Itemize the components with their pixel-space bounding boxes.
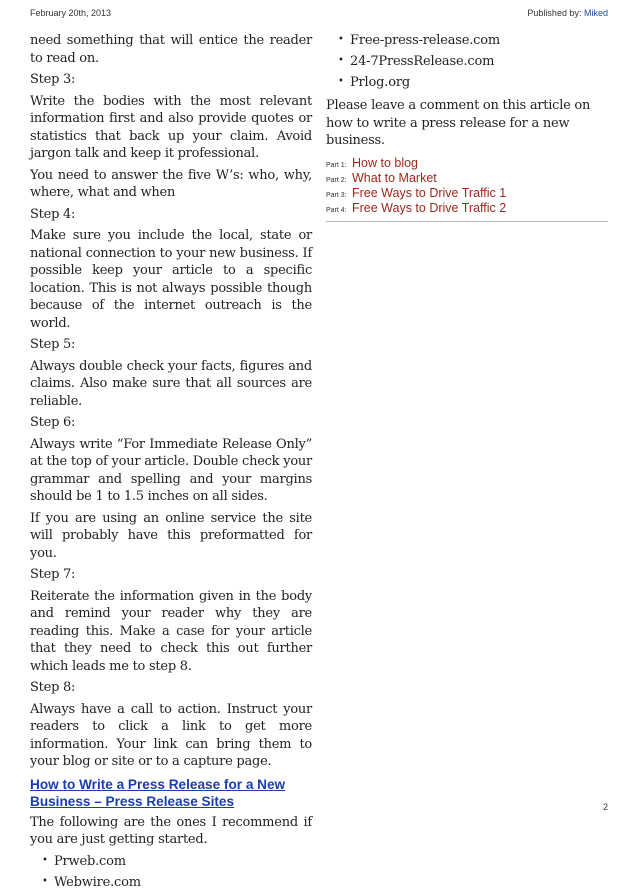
series-part (326, 201, 608, 216)
step-4-label: Step 4: (30, 206, 76, 222)
step-3-paragraph-1: Write the bodies with the most relevant information first and also provide quotes or statistics that back up your claim. Avoid jargon talk and keep it professional. (30, 93, 312, 161)
step-5-paragraph: Always double check your facts, figures and claims. Also make sure that all sources are reliable. (30, 358, 312, 409)
part-label: Part 4: (326, 206, 347, 214)
step-4-paragraph: Make sure you include the local, state or national connection to your new business. If possible keep your article to a specific location. This is not always possible though because of the internet outreach is the world. (30, 228, 312, 331)
series-part (326, 186, 608, 201)
part-label: Part 2: (326, 176, 347, 184)
page-number: 2 (602, 802, 608, 812)
list-item: • Free-press-release.com (338, 32, 608, 49)
comment-request: Please leave a comment on this article on how to write a press release for a new business. (326, 98, 591, 148)
divider (326, 221, 608, 222)
series-part (326, 171, 608, 186)
intro-paragraph: need something that will entice the reader to read on. (30, 33, 312, 66)
step-6-paragraph-1: Always write “For Immediate Release Only” at the top of your article. Double check your grammar and spelling and your margins should be 1 to 1.5 inches on all sides. (30, 436, 312, 504)
step-7-label: Step 7: (30, 567, 76, 582)
left-column (30, 32, 312, 895)
list-item: • Prweb.com (42, 853, 312, 870)
header-date: February 20th, 2013 (30, 8, 112, 18)
step-7-paragraph: Reiterate the information given in the body and remind your reader why they are reading this. Make a case for your article that they need to check this out further which leads me to step 8. (30, 588, 312, 674)
part-link-how-to-blog[interactable]: How to blog (352, 155, 419, 170)
list-item: • 24-7PressRelease.com (338, 53, 608, 70)
part-label: Part 1: (326, 161, 347, 169)
sites-intro: The following are the ones I recommend if you are just getting started. (30, 814, 312, 847)
step-3-label: Step 3: (30, 72, 76, 87)
author-link[interactable]: Miked (583, 8, 608, 18)
list-item: • Prlog.org (338, 74, 608, 91)
step-3-paragraph-2: You need to answer the five W’s: who, why, where, what and when (30, 167, 312, 200)
step-8-paragraph: Always have a call to action. Instruct your readers to click a link to get more information. Your link can bring them to your blog or site or to a capture page. (30, 701, 312, 769)
part-link-traffic-1[interactable]: Free Ways to Drive Traffic 1 (352, 185, 507, 200)
part-label: Part 3: (326, 191, 347, 199)
step-8-label: Step 8: (30, 680, 76, 695)
right-sites-list (326, 32, 608, 91)
step-5-label: Step 5: (30, 337, 76, 352)
step-6-label: Step 6: (30, 415, 76, 430)
step-6-paragraph-2: If you are using an online service the site will probably have this preformatted for you. (30, 510, 312, 561)
part-link-what-to-market[interactable]: What to Market (352, 170, 437, 185)
page-header (30, 8, 608, 22)
part-link-traffic-2[interactable]: Free Ways to Drive Traffic 2 (352, 200, 507, 215)
series-part (326, 156, 608, 171)
header-published (527, 8, 608, 18)
list-item: • Webwire.com (42, 874, 312, 891)
left-sites-list (30, 853, 312, 891)
right-column (326, 32, 608, 222)
series-parts-list (326, 156, 608, 216)
published-label: Published by: (527, 8, 582, 18)
section-heading: How to Write a Press Release for a New Business – Press Release Sites (30, 776, 286, 809)
